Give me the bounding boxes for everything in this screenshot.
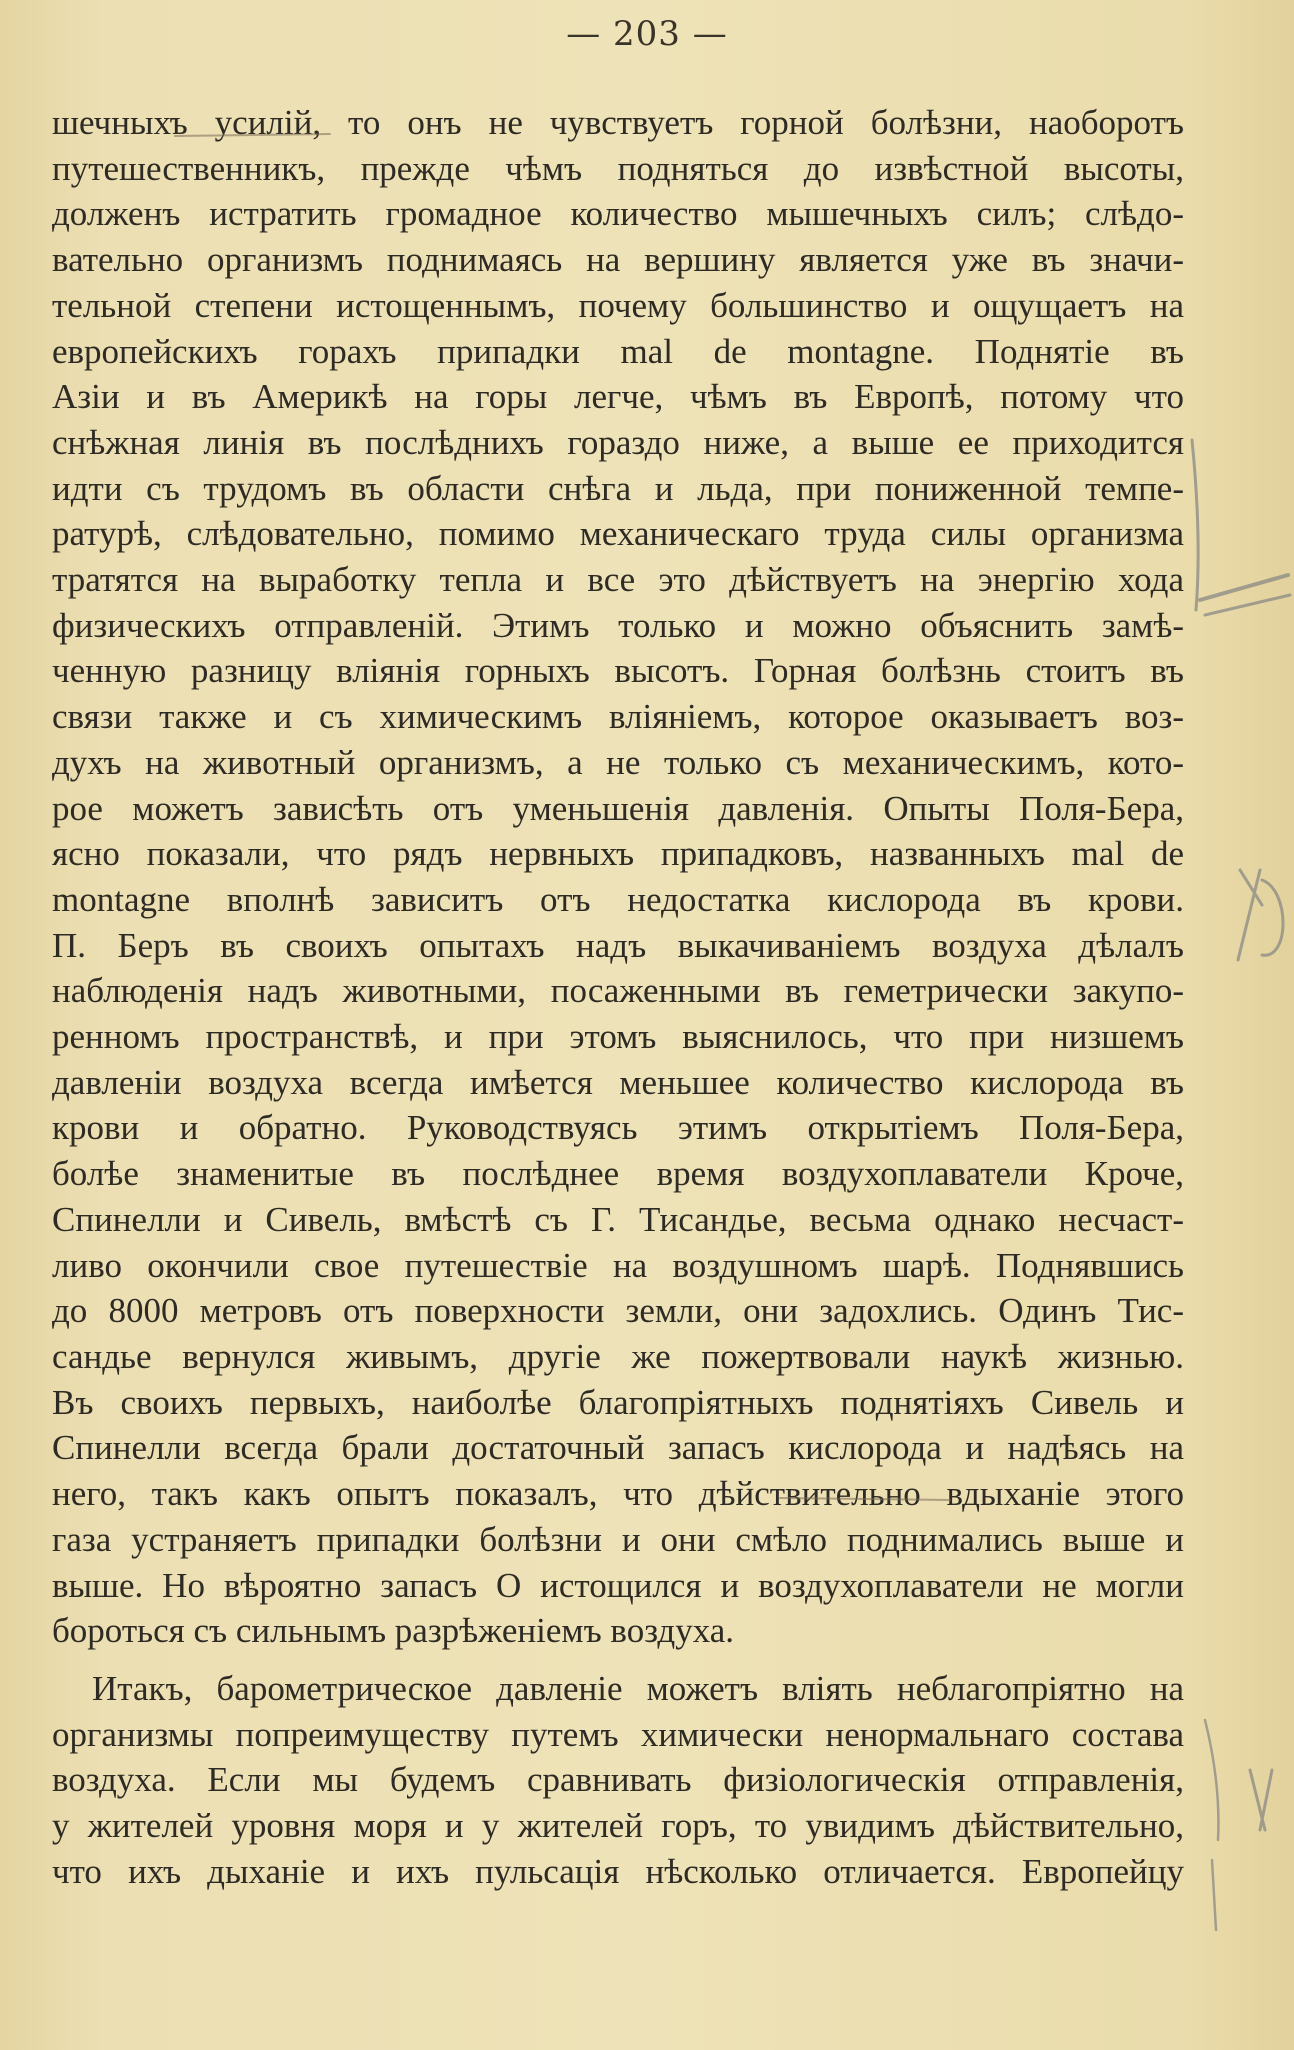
text-line: болѣе знаменитые въ послѣднее время воздухоплаватели Кроче, xyxy=(52,1154,1184,1194)
text-line: тратятся на выработку тепла и все это дѣйствуетъ на энергію хода xyxy=(52,560,1184,600)
margin-bracket-mark xyxy=(1192,440,1198,610)
text-line: montagne вполнѣ зависитъ отъ недостатка кислорода въ крови. xyxy=(52,879,1184,919)
margin-dash-mark xyxy=(1205,595,1290,615)
text-line: организмы попреимуществу путемъ химически ненормальнаго состава xyxy=(52,1714,1184,1754)
text-line: Азіи и въ Америкѣ на горы легче, чѣмъ въ Европѣ, потому что xyxy=(52,377,1184,417)
text-line: идти съ трудомъ въ области снѣга и льда, при пониженной темпе- xyxy=(52,468,1184,508)
text-line: Спинелли и Сивель, вмѣстѣ съ Г. Тисандье, весьма однако несчаст- xyxy=(52,1199,1184,1239)
text-line: что ихъ дыханіе и ихъ пульсація нѣсколько отличается. Европейцу xyxy=(52,1851,1184,1891)
text-line: до 8000 метровъ отъ поверхности земли, они задохлись. Одинъ Тис- xyxy=(52,1291,1184,1331)
margin-dash-mark xyxy=(1200,575,1288,600)
text-line: шечныхъ усилій, то онъ не чувствуетъ горной болѣзни, наоборотъ xyxy=(52,103,1184,142)
text-line: ливо окончили свое путешествіе на воздушномъ шарѣ. Поднявшись xyxy=(52,1245,1184,1285)
margin-scribble-mark xyxy=(1238,870,1283,960)
text-line: крови и обратно. Руководствуясь этимъ открытіемъ Поля-Бера, xyxy=(52,1108,1184,1148)
text-line: снѣжная линія въ послѣднихъ гораздо ниже, а выше ее приходится xyxy=(52,422,1184,462)
margin-scribble-mark xyxy=(1250,1770,1272,1830)
margin-bracket-mark xyxy=(1212,1860,1216,1930)
text-line: тельной степени истощеннымъ, почему большинство и ощущаетъ на xyxy=(52,285,1184,325)
text-line: физическихъ отправленій. Этимъ только и можно объяснить замѣ- xyxy=(52,605,1184,645)
underline-mark xyxy=(175,134,330,136)
text-line: Итакъ, барометрическое давленіе можетъ вліять неблагопріятно на xyxy=(92,1668,1184,1708)
text-line: него, такъ какъ опытъ показалъ, что дѣйствительно вдыханіе этого xyxy=(52,1474,1184,1514)
underline-mark xyxy=(780,1498,950,1500)
text-line: духъ на животный организмъ, а не только съ механическимъ, кото- xyxy=(52,742,1184,782)
text-line: газа устраняетъ припадки болѣзни и они смѣло поднимались выше и xyxy=(52,1519,1184,1559)
text-line: П. Беръ въ своихъ опытахъ надъ выкачиваніемъ воздуха дѣлалъ xyxy=(52,925,1184,965)
text-line: сандье вернулся живымъ, другіе же пожертвовали наукѣ жизнью. xyxy=(52,1336,1184,1376)
text-line: ясно показали, что рядъ нервныхъ припадковъ, названныхъ mal de xyxy=(52,834,1184,874)
text-line: выше. Но вѣроятно запасъ O истощился и воздухоплаватели не могли xyxy=(52,1565,1184,1605)
text-line: наблюденія надъ животными, посаженными въ геметрически закупо- xyxy=(52,971,1184,1011)
text-line: ченную разницу вліянія горныхъ высотъ. Горная болѣзнь стоитъ въ xyxy=(52,651,1184,691)
text-line: вательно организмъ поднимаясь на вершину является уже въ значи- xyxy=(52,240,1184,280)
margin-bracket-mark xyxy=(1205,1720,1218,1840)
text-line: долженъ истратить громадное количество мышечныхъ силъ; слѣдо- xyxy=(52,194,1184,234)
text-line: путешественникъ, прежде чѣмъ подняться до извѣстной высоты, xyxy=(52,148,1184,188)
text-line: давленіи воздуха всегда имѣется меньшее количество кислорода въ xyxy=(52,1062,1184,1102)
text-line: связи также и съ химическимъ вліяніемъ, которое оказываетъ воз- xyxy=(52,697,1184,737)
text-line: воздуха. Если мы будемъ сравнивать физіологическія отправленія, xyxy=(52,1760,1184,1800)
text-line: Спинелли всегда брали достаточный запасъ кислорода и надѣясь на xyxy=(52,1428,1184,1468)
page-number: — 203 — xyxy=(566,14,728,54)
text-line: ратурѣ, слѣдовательно, помимо механическаго труда силы организма xyxy=(52,514,1184,554)
text-line: рое можетъ зависѣть отъ уменьшенія давленія. Опыты Поля-Бера, xyxy=(52,788,1184,828)
text-line: европейскихъ горахъ припадки mal de montagne. Поднятіе въ xyxy=(52,331,1184,371)
text-line: ренномъ пространствѣ, и при этомъ выяснилось, что при низшемъ xyxy=(52,1017,1184,1057)
text-line: Въ своихъ первыхъ, наиболѣе благопріятныхъ поднятіяхъ Сивель и xyxy=(52,1382,1184,1422)
text-line: у жителей уровня моря и у жителей горъ, то увидимъ дѣйствительно, xyxy=(52,1806,1184,1846)
text-line: бороться съ сильнымъ разрѣженіемъ воздуха. xyxy=(52,1611,735,1651)
